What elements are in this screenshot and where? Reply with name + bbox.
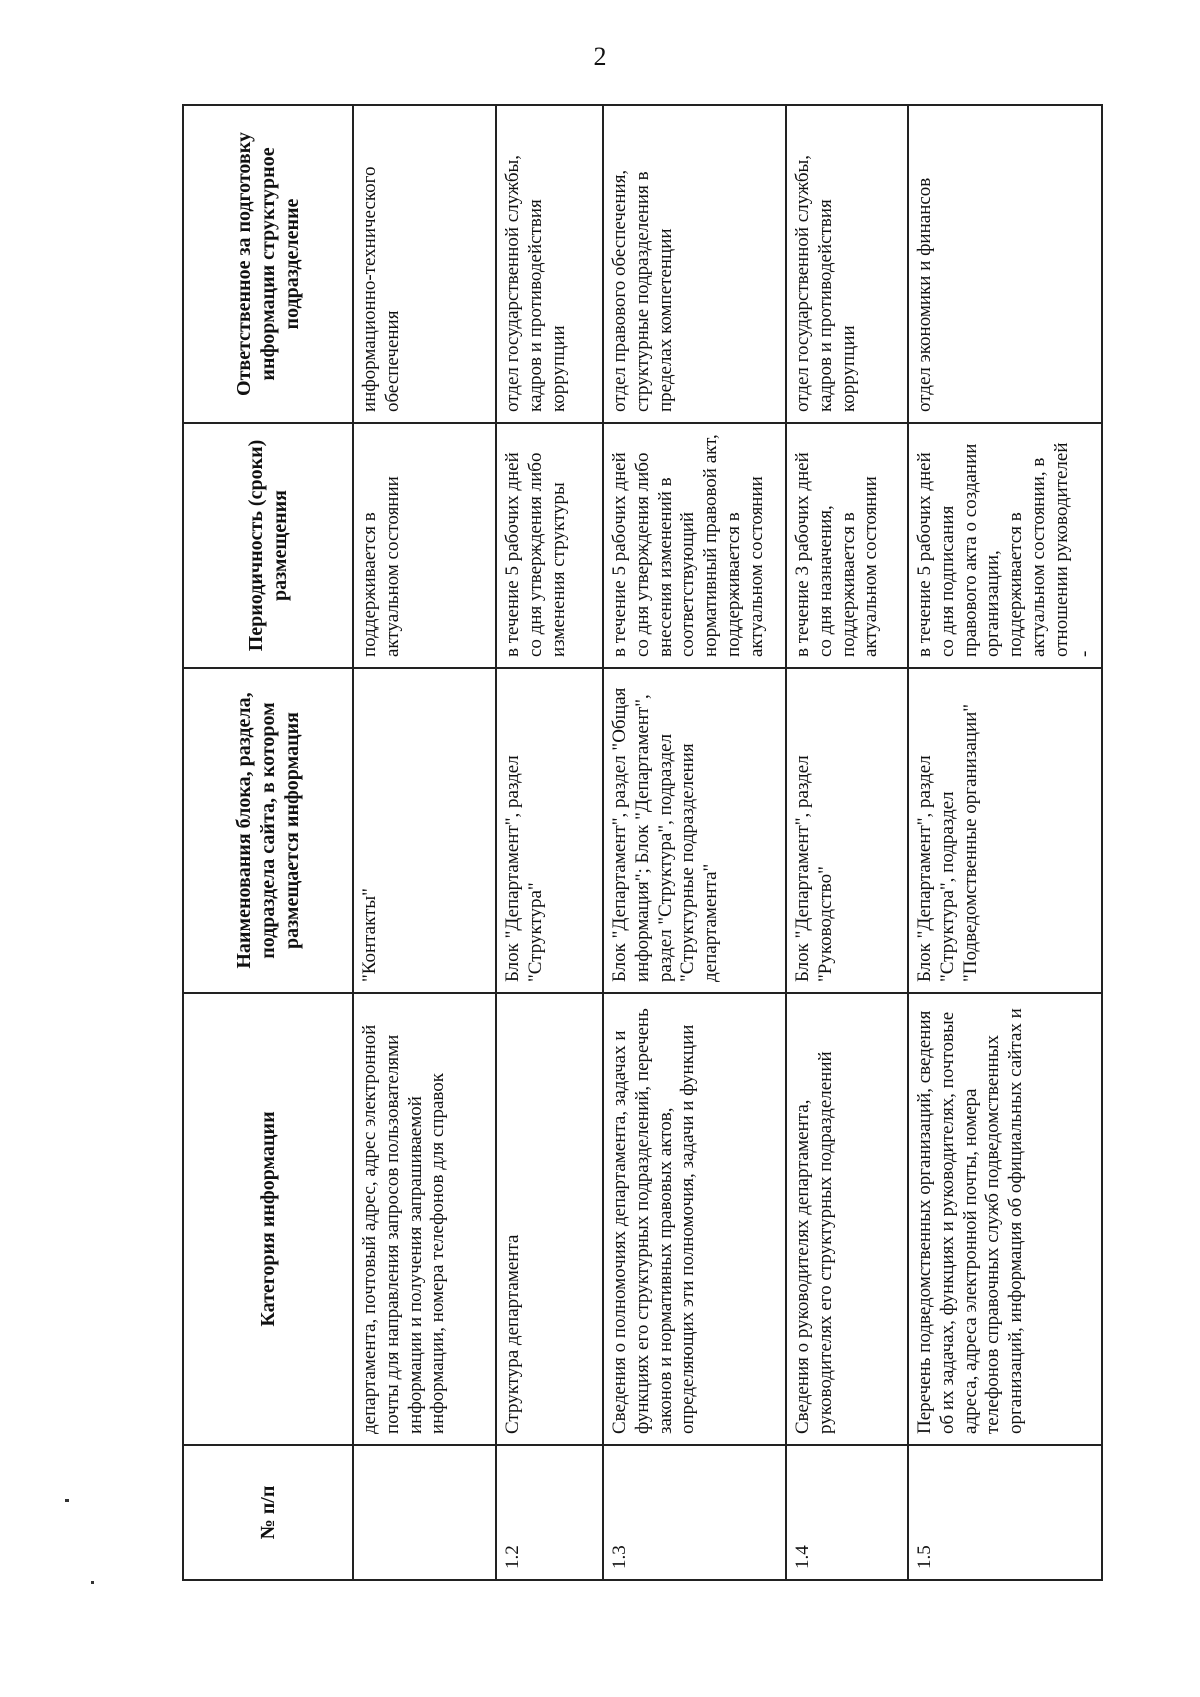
header-num: № п/п — [183, 1445, 353, 1580]
scan-speck — [65, 1499, 69, 1502]
scan-speck — [91, 1581, 94, 1584]
cell-responsible: отдел государственной службы, кадров и противодействия коррупции — [786, 105, 908, 423]
header-period: Периодичность (сроки) размещения — [183, 423, 353, 668]
cell-category: Сведения о руководителях департамента, руководителях его структурных подразделений — [786, 993, 908, 1445]
cell-responsible: отдел правового обеспечения, структурные подразделения в пределах компетенции — [603, 105, 786, 423]
cell-responsible: отдел государственной службы, кадров и противодействия коррупции — [496, 105, 603, 423]
cell-period: поддерживается в актуальном состоянии — [353, 423, 496, 668]
table-row — [908, 105, 1102, 1580]
cell-category: Сведения о полномочиях департамента, задачах и функциях его структурных подразделений, перечень законов и нормативных правовых актов, определяющих эти полномочия, задачи и функции — [603, 993, 786, 1445]
row-number: 1.3 — [603, 1445, 786, 1580]
cell-responsible: отдел экономики и финансов — [908, 105, 1102, 423]
cell-category: департамента, почтовый адрес, адрес электронной почты для направления запросов пользователями информации и получения запрашиваемой информации, номера телефонов для справок — [353, 993, 496, 1445]
row-number: 1.2 — [496, 1445, 603, 1580]
table-row — [786, 105, 908, 1580]
cell-category: Перечень подведомственных организаций, сведения об их задачах, функциях и руководителях, почтовые адреса, адреса электронной почты, номера телефонов справочных служб подведомственных организаций, информация об официальных сайтах и — [908, 993, 1102, 1445]
cell-section: Блок "Департамент", раздел "Структура" — [496, 668, 603, 993]
cell-section: Блок "Департамент", раздел "Общая информация"; Блок "Департамент", раздел "Структура", подраздел "Структурные подразделения департамента" — [603, 668, 786, 993]
table-row — [496, 105, 603, 1580]
header-row — [183, 105, 353, 1580]
table-row — [603, 105, 786, 1580]
cell-period: в течение 5 рабочих дней со дня утверждения либо внесения изменений в соответствующий нормативный правовой акт, поддерживается в актуальном состоянии — [603, 423, 786, 668]
cell-section: Блок "Департамент", раздел "Структура", подраздел "Подведомственные организации" — [908, 668, 1102, 993]
header-responsible: Ответственное за подготовку информации структурное подразделение — [183, 105, 353, 423]
row-number — [353, 1445, 496, 1580]
header-category: Категория информации — [183, 993, 353, 1445]
table-container — [182, 106, 1095, 1581]
info-placement-table — [182, 104, 1103, 1581]
cell-category: Структура департамента — [496, 993, 603, 1445]
cell-responsible: информационно-технического обеспечения — [353, 105, 496, 423]
rotated-table-frame — [182, 106, 1095, 1581]
table-row — [353, 105, 496, 1580]
header-section: Наименования блока, раздела, подраздела сайта, в котором размещается информация — [183, 668, 353, 993]
page-number: 2 — [593, 42, 607, 71]
cell-period: в течение 5 рабочих дней со дня утверждения либо изменения структуры — [496, 423, 603, 668]
cell-period: в течение 3 рабочих дней со дня назначения, поддерживается в актуальном состоянии — [786, 423, 908, 668]
row-number: 1.4 — [786, 1445, 908, 1580]
row-number: 1.5 — [908, 1445, 1102, 1580]
cell-section: "Контакты" — [353, 668, 496, 993]
cell-section: Блок "Департамент", раздел "Руководство" — [786, 668, 908, 993]
cell-period: в течение 5 рабочих дней со дня подписания правового акта о создании организации, поддерживается в актуальном состоянии, в отношении руководителей - — [908, 423, 1102, 668]
